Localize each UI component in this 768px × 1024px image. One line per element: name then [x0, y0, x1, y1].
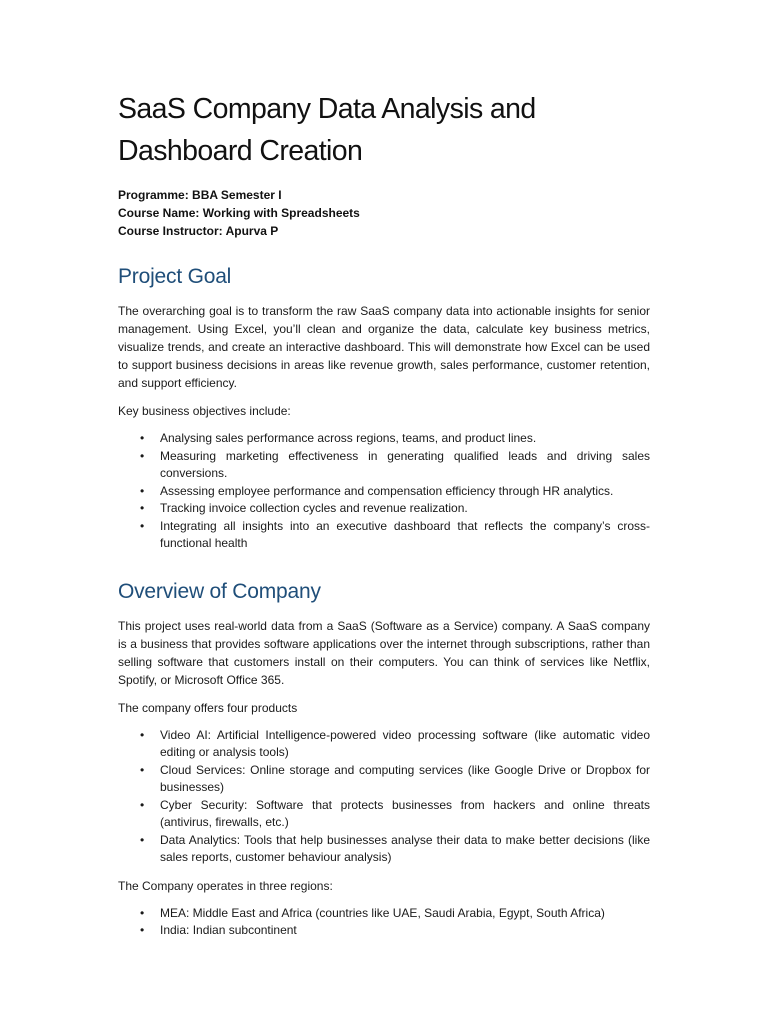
bullet-icon: • — [140, 797, 145, 812]
list-item — [140, 430, 650, 448]
product-text: Cyber Security: Software that protects businesses from hackers and online threats (antivirus, firewalls, etc.) — [160, 797, 650, 829]
list-item — [140, 483, 650, 501]
section-spacer — [118, 563, 650, 577]
overview-intro: This project uses real-world data from a SaaS (Software as a Service) company. A SaaS company is a business that provides software applications over the internet through subscriptions, rather than selling software that customers install on their computers. You can think of services like Netflix, Spotify, or Microsoft Office 365. — [118, 618, 650, 687]
product-text: Data Analytics: Tools that help businesses analyse their data to make better decisions (like sales reports, customer behaviour analysis) — [160, 832, 650, 864]
programme-line: Programme: BBA Semester I — [118, 188, 282, 202]
bullet-icon: • — [140, 501, 145, 515]
project-goal-intro: The overarching goal is to transform the raw SaaS company data into actionable insights for senior management. Using Excel, you’ll clean and organize the data, calculate key business metrics, visualize trends, and create an interactive dashboard. This will demonstrate how Excel can be used to support business decisions in areas like revenue growth, sales performance, customer retention, and support efficiency. — [118, 304, 650, 390]
instructor-line: Course Instructor: Apurva P — [118, 224, 279, 238]
list-item — [140, 832, 650, 867]
list-item — [140, 727, 650, 762]
product-text: Video AI: Artificial Intelligence-powered video processing software (like automatic video editing or analysis tools) — [160, 727, 650, 759]
products-label: The company offers four products — [118, 700, 298, 715]
objective-text: Integrating all insights into an executive dashboard that reflects the company’s cross-functional health — [160, 518, 650, 550]
project-goal-heading: Project Goal — [118, 265, 232, 288]
document-title: SaaS Company Data Analysis and Dashboard Creation — [118, 93, 536, 167]
bullet-icon: • — [140, 832, 145, 847]
objective-text: Measuring marketing effectiveness in generating qualified leads and driving sales conversions. — [160, 448, 650, 480]
list-item — [140, 797, 650, 832]
objective-text: Analysing sales performance across regions, teams, and product lines. — [160, 431, 537, 445]
bullet-icon: • — [140, 762, 145, 777]
bullet-icon: • — [140, 905, 145, 920]
list-item — [140, 448, 650, 483]
objective-text: Tracking invoice collection cycles and revenue realization. — [160, 501, 468, 515]
list-item — [140, 922, 650, 940]
list-item — [140, 518, 650, 553]
course-name-line: Course Name: Working with Spreadsheets — [118, 206, 360, 220]
objectives-label: Key business objectives include: — [118, 404, 291, 418]
list-item — [140, 762, 650, 797]
bullet-icon: • — [140, 448, 145, 463]
document-page — [118, 88, 650, 950]
regions-label: The Company operates in three regions: — [118, 878, 333, 893]
regions-list — [118, 905, 650, 940]
list-item — [140, 905, 650, 923]
list-item — [140, 500, 650, 518]
bullet-icon: • — [140, 483, 145, 498]
region-text: MEA: Middle East and Africa (countries like UAE, Saudi Arabia, Egypt, South Africa) — [160, 905, 605, 920]
bullet-icon: • — [140, 923, 145, 937]
course-meta — [118, 186, 650, 240]
products-list — [118, 727, 650, 867]
bullet-icon: • — [140, 431, 145, 445]
bullet-icon: • — [140, 727, 145, 742]
objectives-list — [118, 430, 650, 553]
product-text: Cloud Services: Online storage and computing services (like Google Drive or Dropbox for businesses) — [160, 762, 650, 794]
bullet-icon: • — [140, 518, 145, 533]
overview-heading: Overview of Company — [118, 579, 321, 603]
objective-text: Assessing employee performance and compensation efficiency through HR analytics. — [160, 483, 614, 498]
region-text: India: Indian subcontinent — [160, 923, 297, 937]
